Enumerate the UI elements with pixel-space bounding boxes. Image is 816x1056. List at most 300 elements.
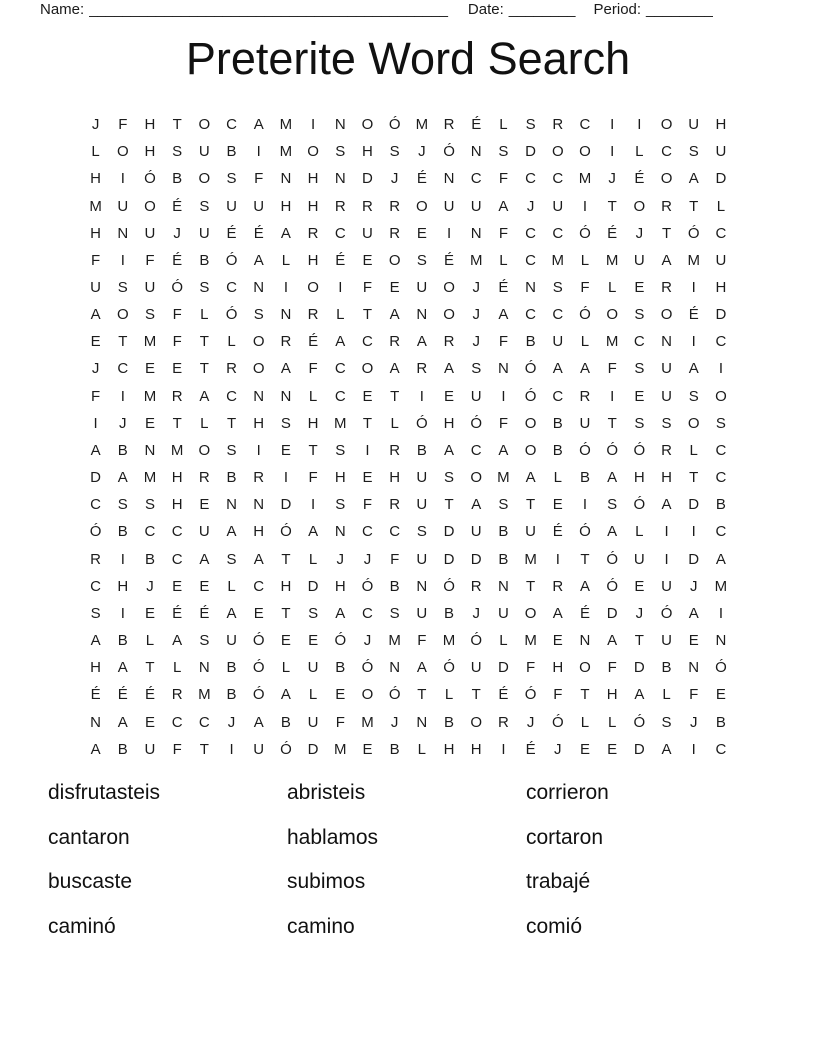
grid-cell-r14-c16: M — [497, 469, 510, 487]
grid-cell-r15-c18: E — [552, 496, 563, 514]
grid-cell-r9-c6: L — [227, 333, 236, 351]
grid-cell-r10-c2: C — [117, 360, 129, 378]
grid-cell-r2-c21: L — [635, 143, 644, 161]
grid-cell-r23-c4: C — [171, 713, 183, 731]
grid-cell-r18-c2: H — [117, 577, 129, 595]
grid-cell-r10-c1: J — [91, 360, 100, 378]
grid-cell-r13-c11: I — [365, 441, 370, 459]
grid-cell-r10-c6: R — [226, 360, 237, 378]
grid-cell-r14-c23: T — [689, 469, 699, 487]
grid-cell-r10-c9: F — [308, 360, 318, 378]
grid-cell-r17-c5: A — [199, 550, 210, 568]
grid-cell-r10-c10: C — [334, 360, 346, 378]
grid-cell-r19-c20: D — [606, 604, 618, 622]
grid-cell-r15-c23: D — [688, 496, 700, 514]
grid-cell-r5-c6: É — [226, 224, 237, 242]
grid-cell-r13-c19: Ó — [579, 441, 591, 459]
grid-cell-r22-c10: E — [335, 686, 346, 704]
grid-cell-r3-c2: I — [120, 170, 125, 188]
grid-cell-r2-c16: S — [498, 143, 509, 161]
grid-cell-r9-c5: T — [199, 333, 209, 351]
grid-cell-r8-c13: N — [416, 306, 428, 324]
grid-cell-r5-c5: U — [198, 224, 210, 242]
grid-cell-r2-c10: S — [335, 143, 346, 161]
grid-cell-r10-c17: Ó — [524, 360, 537, 378]
grid-cell-r16-c10: N — [334, 523, 346, 541]
grid-cell-r15-c11: F — [362, 496, 373, 514]
grid-cell-r11-c1: F — [91, 387, 101, 405]
grid-cell-r20-c22: U — [661, 632, 672, 650]
grid-cell-r9-c11: C — [362, 333, 373, 351]
grid-cell-r17-c10: J — [336, 550, 345, 568]
grid-cell-r12-c4: T — [172, 414, 182, 432]
grid-cell-r9-c15: J — [472, 333, 480, 351]
grid-cell-r18-c5: E — [199, 577, 210, 595]
grid-cell-r14-c1: D — [90, 469, 102, 487]
grid-cell-r7-c21: E — [634, 279, 645, 297]
grid-cell-r1-c5: O — [198, 116, 211, 134]
grid-cell-r18-c3: J — [146, 577, 154, 595]
grid-cell-r17-c23: D — [688, 550, 700, 568]
grid-cell-r7-c15: J — [472, 279, 480, 297]
grid-cell-r24-c1: A — [90, 740, 101, 758]
grid-cell-r20-c14: M — [442, 632, 456, 650]
grid-cell-r24-c23: I — [691, 740, 696, 758]
grid-cell-r6-c1: F — [91, 251, 101, 269]
grid-cell-r3-c11: D — [362, 170, 373, 188]
grid-cell-r2-c14: Ó — [443, 143, 455, 161]
grid-cell-r17-c16: B — [498, 550, 509, 568]
grid-cell-r4-c19: I — [582, 197, 588, 215]
grid-cell-r17-c20: Ó — [606, 550, 618, 568]
grid-cell-r10-c15: S — [471, 360, 482, 378]
grid-cell-r14-c5: R — [198, 469, 210, 487]
grid-cell-r8-c23: É — [688, 306, 699, 324]
grid-cell-r13-c3: N — [144, 441, 156, 459]
grid-cell-r11-c3: M — [143, 387, 157, 405]
grid-cell-r16-c6: A — [226, 523, 237, 541]
grid-cell-r12-c3: E — [144, 414, 155, 432]
grid-cell-r4-c3: O — [144, 197, 156, 215]
grid-cell-r2-c1: L — [91, 143, 100, 161]
grid-cell-r21-c16: D — [497, 659, 509, 677]
grid-cell-r8-c6: Ó — [225, 306, 238, 324]
grid-cell-r19-c7: E — [253, 604, 264, 622]
grid-cell-r16-c17: U — [525, 523, 537, 541]
grid-cell-r5-c2: N — [117, 224, 129, 242]
grid-cell-r9-c7: O — [252, 333, 265, 351]
grid-cell-r21-c9: U — [307, 659, 319, 677]
grid-cell-r6-c14: É — [444, 251, 455, 269]
grid-cell-r17-c22: I — [664, 550, 669, 568]
grid-cell-r18-c9: D — [307, 577, 319, 595]
grid-cell-r18-c16: N — [497, 577, 509, 595]
grid-cell-r24-c17: É — [525, 740, 536, 758]
grid-cell-r19-c10: A — [335, 604, 346, 622]
grid-cell-r7-c1: U — [90, 279, 102, 297]
page-title: Preterite Word Search — [185, 33, 631, 84]
grid-cell-r7-c23: I — [691, 279, 696, 297]
grid-cell-r14-c18: L — [553, 469, 562, 487]
period-label: Period: — [593, 1, 642, 18]
grid-cell-r24-c14: H — [443, 740, 455, 758]
grid-cell-r20-c24: N — [715, 632, 727, 650]
grid-cell-r7-c10: I — [338, 279, 343, 297]
grid-cell-r21-c1: H — [90, 659, 102, 677]
grid-cell-r11-c2: I — [120, 387, 125, 405]
grid-cell-r20-c18: E — [552, 632, 563, 650]
grid-cell-r23-c1: N — [90, 713, 102, 731]
grid-cell-r11-c16: I — [501, 387, 506, 405]
word-list-item: disfrutasteis — [48, 781, 161, 804]
grid-cell-r18-c13: N — [416, 577, 428, 595]
grid-cell-r24-c22: A — [661, 740, 672, 758]
grid-cell-r21-c23: N — [688, 659, 700, 677]
grid-cell-r4-c7: U — [253, 197, 265, 215]
grid-cell-r23-c6: J — [227, 713, 236, 731]
grid-cell-r5-c14: I — [446, 224, 452, 242]
word-list-item: trabajé — [526, 870, 591, 893]
grid-cell-r4-c21: O — [633, 197, 646, 215]
grid-cell-r21-c20: F — [607, 659, 617, 677]
grid-cell-r17-c13: U — [416, 550, 428, 568]
grid-cell-r1-c7: A — [253, 116, 264, 134]
word-list-item: subimos — [287, 870, 366, 893]
grid-cell-r15-c17: T — [526, 496, 536, 514]
grid-cell-r10-c7: O — [252, 360, 265, 378]
grid-cell-r8-c24: D — [715, 306, 727, 324]
grid-cell-r1-c9: I — [311, 116, 316, 134]
grid-cell-r19-c15: J — [472, 604, 480, 622]
grid-cell-r24-c13: L — [417, 740, 427, 758]
grid-cell-r12-c11: T — [362, 414, 373, 432]
grid-cell-r1-c3: H — [144, 116, 156, 134]
grid-cell-r21-c21: D — [633, 659, 645, 677]
grid-cell-r16-c16: B — [498, 523, 509, 541]
grid-cell-r7-c8: I — [283, 279, 288, 297]
grid-cell-r22-c15: T — [471, 686, 481, 704]
grid-cell-r14-c3: M — [143, 469, 157, 487]
grid-cell-r5-c17: C — [525, 224, 537, 242]
grid-cell-r23-c21: Ó — [633, 713, 646, 731]
grid-cell-r6-c17: C — [525, 251, 537, 269]
grid-cell-r21-c12: N — [389, 659, 401, 677]
grid-cell-r23-c24: B — [715, 713, 726, 731]
grid-cell-r17-c1: R — [90, 550, 102, 568]
grid-cell-r2-c24: U — [715, 143, 727, 161]
grid-cell-r2-c17: D — [525, 143, 537, 161]
grid-cell-r9-c12: R — [389, 333, 401, 351]
grid-cell-r19-c17: O — [524, 604, 537, 622]
grid-cell-r18-c8: H — [280, 577, 292, 595]
grid-cell-r22-c20: H — [606, 686, 618, 704]
grid-cell-r3-c3: Ó — [144, 170, 156, 188]
grid-cell-r16-c23: I — [691, 523, 696, 541]
word-list-column — [48, 782, 287, 960]
grid-cell-r8-c18: C — [552, 306, 564, 324]
grid-cell-r23-c15: O — [470, 713, 483, 731]
grid-cell-r13-c23: L — [689, 441, 698, 459]
grid-cell-r6-c15: M — [469, 251, 483, 269]
grid-cell-r7-c9: O — [307, 279, 319, 297]
grid-cell-r18-c24: M — [714, 577, 728, 595]
grid-cell-r21-c5: N — [198, 659, 210, 677]
grid-cell-r10-c13: R — [416, 360, 428, 378]
grid-cell-r13-c20: Ó — [606, 441, 618, 459]
grid-cell-r12-c6: T — [226, 414, 237, 432]
grid-cell-r15-c9: I — [311, 496, 316, 514]
grid-cell-r17-c18: I — [555, 550, 560, 568]
grid-cell-r4-c2: U — [117, 197, 129, 215]
word-search-grid — [82, 111, 735, 763]
grid-cell-r6-c4: É — [172, 251, 183, 269]
grid-cell-r6-c3: F — [145, 251, 155, 269]
grid-cell-r12-c17: O — [524, 414, 537, 432]
name-blank-line: ___________________________________________ — [89, 1, 448, 18]
word-list-item: cortaron — [526, 825, 604, 849]
grid-cell-r9-c2: T — [118, 333, 128, 351]
grid-cell-r15-c1: C — [90, 496, 102, 514]
grid-cell-r9-c23: I — [691, 333, 696, 351]
word-list-item: comió — [526, 914, 583, 938]
grid-cell-r21-c14: Ó — [443, 659, 455, 677]
grid-cell-r6-c18: M — [551, 251, 565, 269]
grid-cell-r23-c2: A — [117, 713, 128, 731]
grid-cell-r9-c10: A — [335, 333, 346, 351]
grid-cell-r5-c10: C — [334, 224, 346, 242]
grid-cell-r24-c9: D — [307, 740, 319, 758]
grid-cell-r19-c11: C — [362, 604, 373, 622]
grid-cell-r12-c8: S — [280, 414, 291, 432]
grid-cell-r14-c13: U — [416, 469, 428, 487]
grid-cell-r17-c2: I — [120, 550, 125, 568]
grid-cell-r14-c7: R — [253, 469, 265, 487]
grid-cell-r18-c23: J — [689, 577, 698, 595]
grid-cell-r5-c19: Ó — [579, 224, 591, 242]
grid-cell-r7-c13: U — [416, 279, 428, 297]
grid-cell-r21-c11: Ó — [361, 659, 374, 677]
grid-cell-r13-c12: R — [389, 441, 401, 459]
grid-cell-r23-c19: L — [580, 713, 590, 731]
grid-cell-r14-c24: C — [715, 469, 727, 487]
grid-cell-r3-c24: D — [715, 170, 727, 188]
grid-cell-r12-c23: O — [687, 414, 700, 432]
grid-cell-r22-c14: L — [444, 686, 454, 704]
grid-cell-r23-c23: J — [689, 713, 698, 731]
grid-cell-r4-c6: U — [226, 197, 237, 215]
grid-cell-r1-c16: L — [499, 116, 508, 134]
word-list-item: corrieron — [526, 781, 609, 804]
grid-cell-r3-c16: F — [498, 170, 508, 188]
grid-cell-r2-c5: U — [198, 143, 210, 161]
grid-cell-r11-c6: C — [226, 387, 237, 405]
grid-cell-r1-c21: I — [637, 116, 642, 134]
grid-cell-r7-c18: S — [552, 279, 563, 297]
grid-cell-r21-c6: B — [226, 659, 237, 677]
grid-cell-r8-c1: A — [90, 306, 101, 324]
grid-cell-r18-c11: Ó — [361, 577, 374, 595]
grid-cell-r20-c8: E — [280, 632, 291, 650]
grid-cell-r9-c14: R — [443, 333, 455, 351]
grid-cell-r14-c12: H — [389, 469, 401, 487]
grid-cell-r11-c15: U — [470, 387, 482, 405]
grid-cell-r19-c19: É — [579, 604, 590, 622]
grid-cell-r3-c15: C — [470, 170, 482, 188]
grid-cell-r21-c8: L — [281, 659, 291, 677]
grid-cell-r13-c15: C — [470, 441, 482, 459]
grid-cell-r18-c4: E — [172, 577, 183, 595]
grid-cell-r19-c16: U — [497, 604, 509, 622]
grid-cell-r22-c11: O — [361, 686, 374, 704]
header — [40, 1, 776, 18]
grid-cell-r6-c12: O — [388, 251, 401, 269]
grid-cell-r12-c9: H — [307, 414, 319, 432]
grid-cell-r12-c14: H — [443, 414, 455, 432]
grid-cell-r23-c17: J — [526, 713, 535, 731]
grid-cell-r19-c1: S — [90, 604, 101, 622]
grid-cell-r11-c24: O — [715, 387, 727, 405]
grid-cell-r24-c16: I — [501, 740, 506, 758]
grid-cell-r14-c19: B — [579, 469, 590, 487]
grid-cell-r21-c22: B — [661, 659, 672, 677]
grid-cell-r13-c24: C — [715, 441, 727, 459]
grid-cell-r1-c14: R — [443, 116, 455, 134]
grid-cell-r10-c8: A — [280, 360, 291, 378]
grid-cell-r24-c10: M — [334, 740, 347, 758]
grid-cell-r4-c22: R — [661, 197, 672, 215]
grid-cell-r7-c2: S — [117, 279, 128, 297]
grid-cell-r10-c5: T — [199, 360, 209, 378]
grid-cell-r10-c23: A — [688, 360, 699, 378]
grid-cell-r23-c11: M — [361, 713, 374, 731]
grid-cell-r23-c18: Ó — [551, 713, 564, 731]
grid-cell-r15-c24: B — [715, 496, 726, 514]
grid-cell-r7-c4: Ó — [171, 279, 183, 297]
grid-cell-r19-c24: I — [718, 604, 723, 622]
grid-cell-r7-c6: C — [226, 279, 237, 297]
grid-cell-r3-c14: N — [443, 170, 455, 188]
grid-cell-r11-c18: C — [552, 387, 564, 405]
grid-cell-r1-c10: N — [334, 116, 346, 134]
grid-cell-r15-c6: N — [226, 496, 237, 514]
grid-cell-r7-c20: L — [607, 279, 617, 297]
grid-cell-r10-c18: A — [552, 360, 563, 378]
grid-cell-r19-c12: S — [389, 604, 400, 622]
grid-cell-r15-c4: H — [171, 496, 183, 514]
grid-cell-r13-c16: A — [498, 441, 509, 459]
grid-cell-r19-c3: E — [144, 604, 155, 622]
grid-cell-r11-c7: N — [253, 387, 265, 405]
grid-cell-r21-c15: U — [470, 659, 482, 677]
grid-cell-r12-c20: T — [607, 414, 617, 432]
grid-cell-r19-c14: B — [444, 604, 455, 622]
grid-cell-r14-c17: A — [525, 469, 536, 487]
grid-cell-r10-c16: N — [497, 360, 509, 378]
grid-cell-r10-c21: S — [634, 360, 645, 378]
word-list-column — [287, 782, 526, 960]
grid-cell-r8-c22: O — [660, 306, 673, 324]
grid-cell-r3-c13: É — [416, 170, 427, 188]
grid-cell-r10-c14: A — [444, 360, 455, 378]
grid-cell-r17-c21: U — [633, 550, 645, 568]
grid-cell-r6-c6: Ó — [225, 251, 238, 269]
grid-cell-r13-c8: E — [280, 441, 291, 459]
grid-cell-r13-c13: B — [416, 441, 427, 459]
grid-cell-r3-c5: O — [198, 170, 211, 188]
grid-cell-r23-c10: F — [335, 713, 345, 731]
grid-cell-r15-c3: S — [144, 496, 155, 514]
grid-cell-r13-c21: Ó — [633, 441, 646, 459]
grid-cell-r11-c14: E — [444, 387, 455, 405]
grid-cell-r19-c8: T — [281, 604, 291, 622]
grid-cell-r23-c5: C — [198, 713, 210, 731]
grid-cell-r22-c7: Ó — [252, 686, 265, 704]
grid-cell-r4-c5: S — [199, 197, 210, 215]
grid-cell-r24-c20: E — [607, 740, 618, 758]
grid-cell-r19-c9: S — [308, 604, 319, 622]
grid-cell-r22-c24: E — [715, 686, 726, 704]
grid-cell-r2-c4: S — [172, 143, 183, 161]
grid-cell-r13-c18: B — [552, 441, 563, 459]
grid-cell-r16-c4: C — [171, 523, 183, 541]
grid-cell-r13-c17: O — [524, 441, 537, 459]
grid-cell-r7-c11: F — [362, 279, 373, 297]
grid-cell-r2-c11: H — [362, 143, 373, 161]
grid-cell-r17-c15: D — [470, 550, 482, 568]
grid-cell-r19-c4: É — [172, 604, 183, 622]
grid-cell-r3-c12: J — [390, 170, 399, 188]
grid-cell-r16-c20: A — [607, 523, 618, 541]
grid-cell-r23-c12: J — [390, 713, 399, 731]
grid-cell-r3-c22: O — [660, 170, 673, 188]
grid-cell-r2-c12: S — [389, 143, 400, 161]
grid-cell-r17-c7: A — [253, 550, 264, 568]
grid-cell-r20-c11: J — [363, 632, 372, 650]
grid-cell-r14-c22: H — [661, 469, 672, 487]
grid-cell-r14-c11: E — [362, 469, 373, 487]
grid-cell-r9-c17: B — [525, 333, 536, 351]
grid-cell-r6-c19: L — [580, 251, 590, 269]
grid-cell-r19-c18: A — [552, 604, 563, 622]
grid-cell-r24-c11: E — [362, 740, 373, 758]
grid-cell-r24-c4: F — [172, 740, 182, 758]
grid-cell-r4-c15: U — [470, 197, 482, 215]
grid-cell-r9-c22: N — [661, 333, 672, 351]
grid-cell-r1-c18: R — [552, 116, 564, 134]
grid-cell-r20-c21: T — [634, 632, 644, 650]
grid-cell-r8-c3: S — [144, 306, 155, 324]
grid-cell-r18-c7: C — [253, 577, 265, 595]
grid-cell-r11-c12: T — [390, 387, 400, 405]
grid-cell-r4-c13: O — [416, 197, 428, 215]
grid-cell-r8-c2: O — [116, 306, 129, 324]
grid-cell-r1-c22: O — [660, 116, 673, 134]
grid-cell-r23-c14: B — [444, 713, 455, 731]
grid-cell-r24-c5: T — [199, 740, 209, 758]
grid-cell-r16-c24: C — [715, 523, 727, 541]
grid-cell-r5-c21: J — [635, 224, 644, 242]
grid-cell-r5-c8: A — [280, 224, 291, 242]
grid-cell-r4-c12: R — [389, 197, 401, 215]
grid-cell-r19-c6: A — [226, 604, 237, 622]
grid-cell-r2-c2: O — [116, 143, 129, 161]
grid-cell-r11-c17: Ó — [524, 387, 537, 405]
grid-cell-r23-c8: B — [280, 713, 291, 731]
grid-cell-r18-c14: Ó — [443, 577, 455, 595]
grid-cell-r8-c20: O — [606, 306, 618, 324]
grid-cell-r17-c9: L — [308, 550, 318, 568]
grid-cell-r16-c12: C — [389, 523, 401, 541]
